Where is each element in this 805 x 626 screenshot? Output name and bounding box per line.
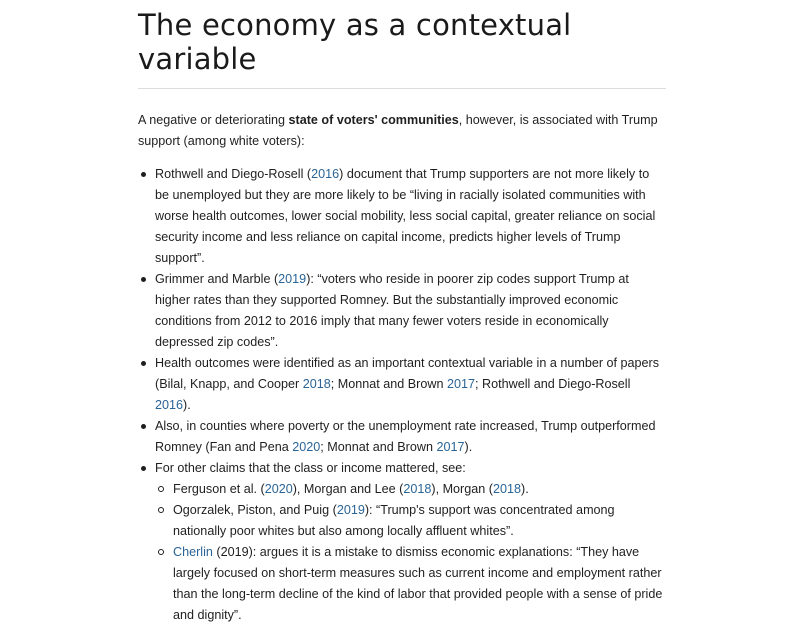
- citation-link[interactable]: 2018: [492, 482, 521, 496]
- item-text: ; Monnat and Brown: [330, 377, 447, 391]
- list-item: [138, 164, 666, 269]
- citation-link[interactable]: 2016: [311, 167, 340, 181]
- circle-bullet-icon: [158, 486, 164, 492]
- item-text: ; Monnat and Brown: [320, 440, 437, 454]
- item-text: ).: [183, 398, 191, 412]
- intro-text-end: , however, is associated with Trump support (among white voters):: [138, 113, 658, 148]
- item-text: (2019): argues it is a mistake to dismiss economic explanations: “They have largely focused on short-term measures such as current income and employment rather than the long-term decline of the kind of labor that provided people with a sense of pride and dignity”.: [173, 545, 663, 622]
- sub-list-item: [155, 542, 666, 626]
- item-text: Also, in counties where poverty or the unemployment rate increased, Trump outperformed Romney (Fan and Pena: [155, 419, 656, 454]
- sub-list-item: [155, 500, 666, 542]
- item-text: Grimmer and Marble (: [155, 272, 279, 286]
- bullet-icon: [141, 172, 146, 177]
- title-divider: [138, 88, 666, 89]
- citation-link[interactable]: 2019: [278, 272, 307, 286]
- citation-link[interactable]: Cherlin: [173, 545, 213, 559]
- bullet-icon: [141, 277, 146, 282]
- item-text: ), Morgan and Lee (: [292, 482, 404, 496]
- circle-bullet-icon: [158, 507, 164, 513]
- item-text: Rothwell and Diego-Rosell (: [155, 167, 312, 181]
- intro-text-start: A negative or deteriorating: [138, 113, 289, 127]
- intro-emphasis: state of voters' communities: [288, 113, 459, 127]
- item-text: ).: [521, 482, 529, 496]
- page-title: The economy as a contextual variable: [138, 8, 572, 76]
- bullet-icon: [141, 361, 146, 366]
- citation-link[interactable]: 2020: [292, 440, 321, 454]
- citation-link[interactable]: 2018: [403, 482, 432, 496]
- article: [138, 0, 666, 626]
- item-text: ), Morgan (: [431, 482, 493, 496]
- item-text: ): “Trump's support was concentrated among nationally poor whites but also among locally affluent whites”.: [173, 503, 615, 538]
- sub-list: [155, 479, 666, 626]
- item-text: Ferguson et al. (: [173, 482, 265, 496]
- findings-list: [138, 164, 666, 626]
- list-item: [138, 269, 666, 353]
- bullet-icon: [141, 466, 146, 471]
- item-text: Health outcomes were identified as an important contextual variable in a number of papers (Bilal, Knapp, and Cooper: [155, 356, 660, 391]
- citation-link[interactable]: 2016: [155, 398, 184, 412]
- citation-link[interactable]: 2019: [336, 503, 365, 517]
- circle-bullet-icon: [158, 549, 164, 555]
- item-text: ) document that Trump supporters are not more likely to be unemployed but they are more likely to be “living in racially isolated communities with worse health outcomes, lower social mobility, less social capital, greater reliance on social security income and less reliance on capital income, predicts higher levels of Trump support”.: [155, 167, 656, 265]
- citation-link[interactable]: 2020: [264, 482, 293, 496]
- bullet-icon: [141, 424, 146, 429]
- item-text: Ogorzalek, Piston, and Puig (: [173, 503, 337, 517]
- list-item: [138, 353, 666, 416]
- sub-list-item: [155, 479, 666, 500]
- list-item: [138, 416, 666, 458]
- item-text: For other claims that the class or income mattered, see:: [155, 461, 466, 475]
- intro-paragraph: [138, 110, 666, 152]
- citation-link[interactable]: 2017: [446, 377, 475, 391]
- item-text: ): “voters who reside in poorer zip codes support Trump at higher rates than they supported Romney. But the substantially improved economic conditions from 2012 to 2016 imply that many fewer voters reside in economically depressed zip codes”.: [155, 272, 629, 349]
- item-text: ).: [464, 440, 473, 454]
- item-text: ; Rothwell and Diego-Rosell: [475, 377, 631, 391]
- citation-link[interactable]: 2018: [302, 377, 331, 391]
- list-item: [138, 458, 666, 626]
- citation-link[interactable]: 2017: [436, 440, 465, 454]
